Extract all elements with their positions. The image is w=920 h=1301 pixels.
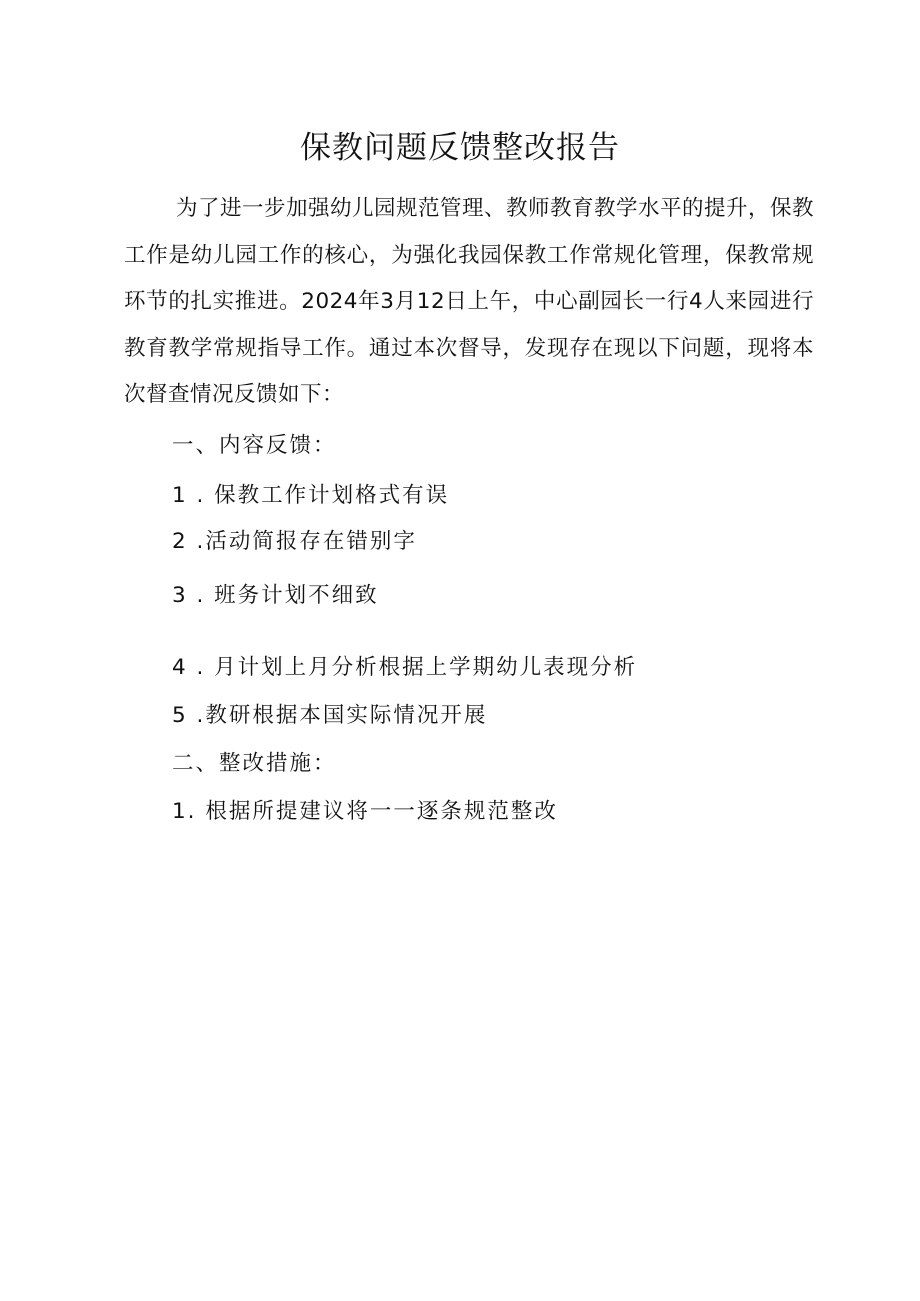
page-title: 保教问题反馈整改报告 bbox=[300, 130, 620, 166]
section-heading-rectification: 二、整改措施： bbox=[172, 751, 337, 776]
feedback-item-4: 4 . 月计划上月分析根据上学期幼儿表现分析 bbox=[172, 655, 638, 680]
section-heading-feedback: 一、内容反馈： bbox=[172, 433, 337, 458]
feedback-item-2: 2 .活动简报存在错别字 bbox=[172, 529, 417, 554]
feedback-item-1: 1 . 保教工作计划格式有误 bbox=[172, 483, 450, 508]
feedback-item-5: 5 .教研根据本国实际情况开展 bbox=[172, 703, 488, 728]
feedback-item-3: 3 . 班务计划不细致 bbox=[172, 583, 379, 608]
rectification-item-1: 1. 根据所提建议将一一逐条规范整改 bbox=[172, 799, 558, 824]
intro-paragraph: 为了进一步加强幼儿园规范管理、教师教育教学水平的提升，保教工作是幼儿园工作的核心，为强化我园保教工作常规化管理，保教常规环节的扎实推进。2024年3月12日上午，中心副园长一行4人来园进行教育教学常规指导工作。通过本次督导，发现存在现以下问题，现将本次督查情况反馈如下： bbox=[124, 196, 815, 407]
